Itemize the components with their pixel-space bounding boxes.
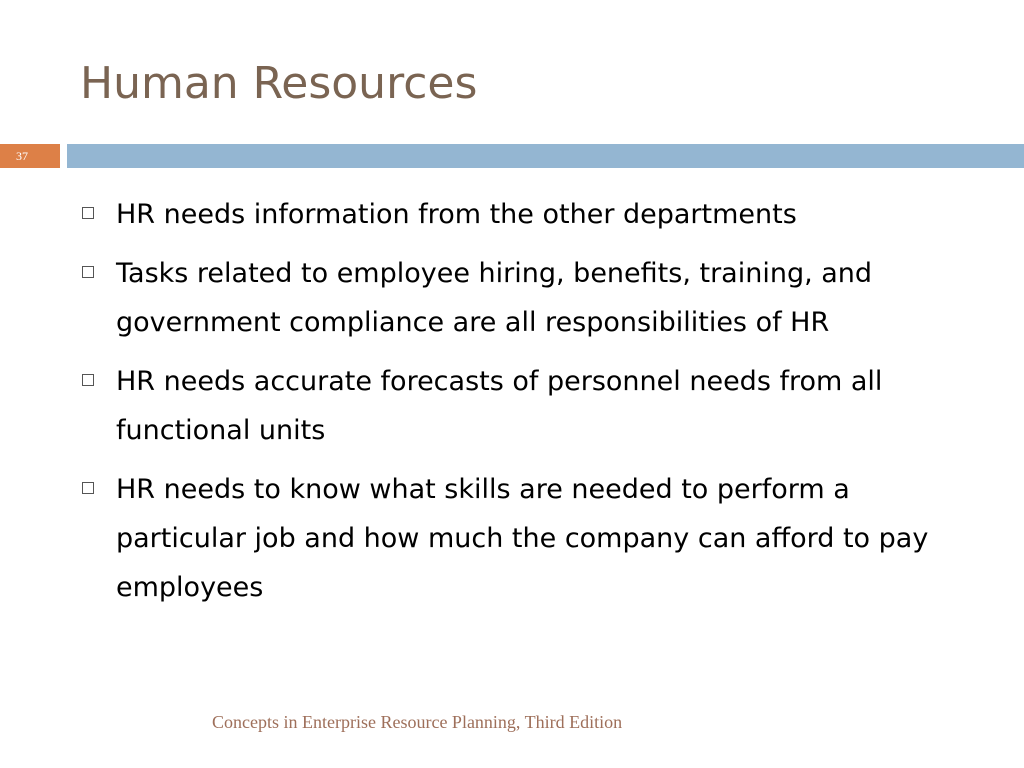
- bullet-text: HR needs to know what skills are needed to perform a particular job and how much the company can afford to pay employees: [116, 474, 929, 603]
- bullet-text: Tasks related to employee hiring, benefits, training, and government compliance are all responsibilities of HR: [116, 258, 873, 338]
- hollow-square-bullet-icon: [82, 374, 94, 386]
- bullet-item: [80, 249, 980, 347]
- bullet-item: [80, 357, 980, 455]
- bullet-item: [80, 465, 980, 612]
- page-number-badge: [0, 144, 60, 168]
- hollow-square-bullet-icon: [82, 482, 94, 494]
- hollow-square-bullet-icon: [82, 266, 94, 278]
- page-number: 37: [16, 149, 28, 163]
- bullet-text: HR needs accurate forecasts of personnel needs from all functional units: [116, 366, 883, 446]
- hollow-square-bullet-icon: [82, 207, 94, 219]
- slide-footer: Concepts in Enterprise Resource Planning, Third Edition: [212, 712, 623, 732]
- slide-title: Human Resources: [80, 58, 478, 109]
- title-divider-bar: [67, 144, 1024, 168]
- bullet-item: [80, 190, 980, 239]
- bullet-list: [80, 190, 980, 622]
- bullet-text: HR needs information from the other departments: [116, 199, 797, 230]
